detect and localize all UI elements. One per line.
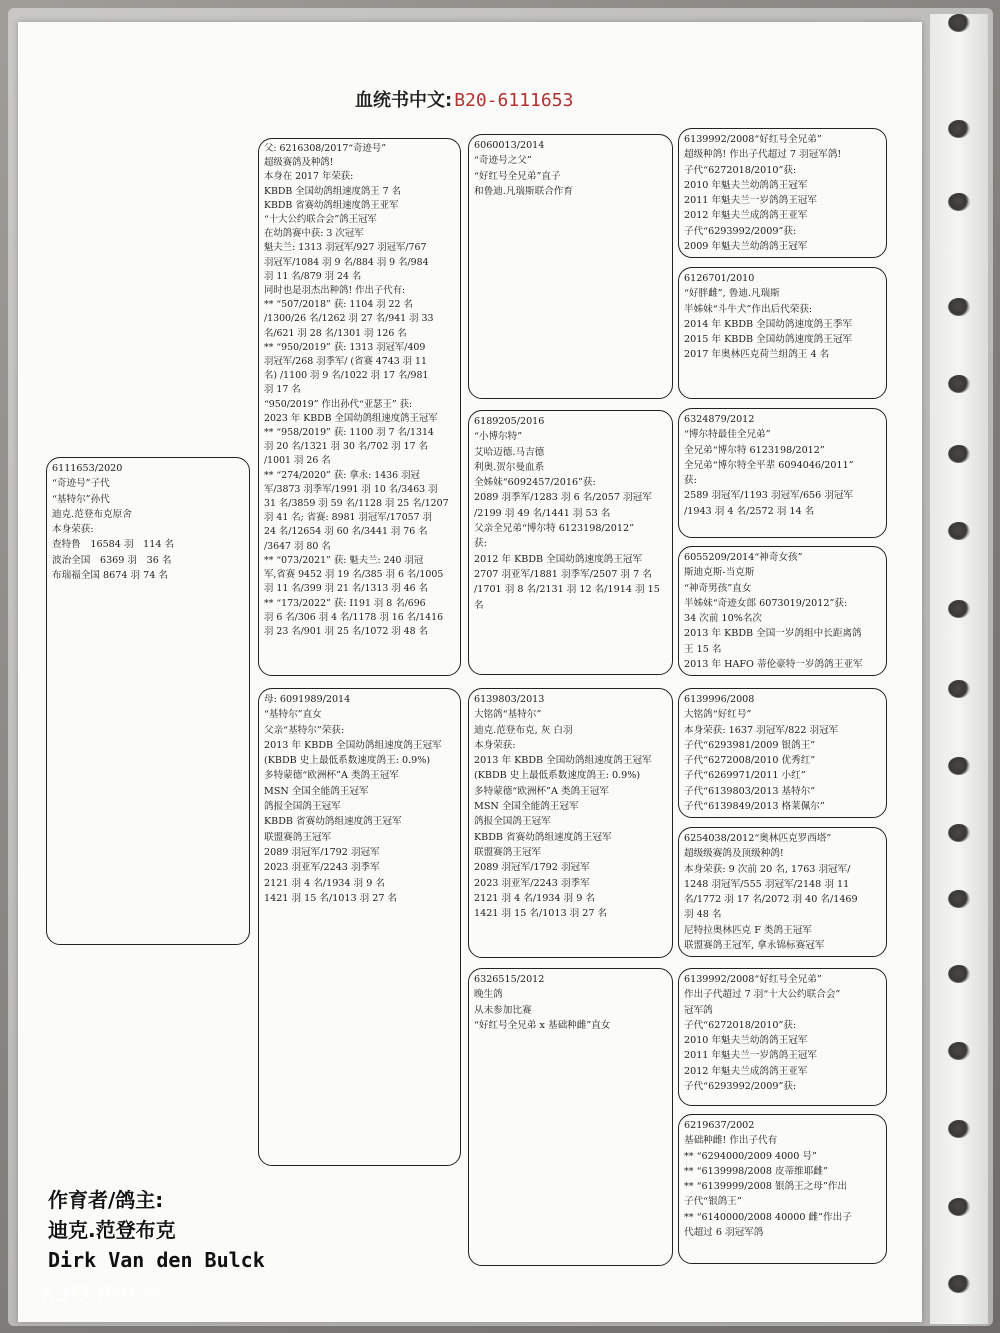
card-line: /1701 羽 8 名/2131 羽 12 名/1914 羽 15 bbox=[474, 584, 660, 596]
binder-hole bbox=[948, 298, 970, 316]
card-line: 获: bbox=[474, 538, 487, 550]
sss-card bbox=[678, 128, 887, 258]
card-line: 母: 6091989/2014 bbox=[264, 694, 351, 705]
card-line: 斯迪克斯-当克斯 bbox=[684, 567, 755, 579]
card-line: 6139996/2008 bbox=[684, 694, 755, 705]
card-line: 从未参加比赛 bbox=[474, 1004, 532, 1016]
binder-hole bbox=[948, 600, 970, 618]
card-line: 同时也是羽杰出种鸽! 作出子代有: bbox=[264, 285, 406, 297]
card-line: ** “274/2020” 获: 拿永: 1436 羽冠 bbox=[264, 469, 420, 481]
card-line: 联盟赛鸽王冠军 bbox=[474, 846, 542, 858]
card-line: 全姊妹“6092457/2016”获: bbox=[474, 477, 596, 489]
card-line: KBDB 省赛幼鸽组速度鸽王亚军 bbox=[264, 199, 399, 211]
card-line: 联盟赛鸽王冠军, 拿永锦标赛冠军 bbox=[684, 940, 825, 952]
card-line: 作出子代超过 7 羽“十大公约联合会” bbox=[684, 989, 841, 1001]
card-line: 34 次前 10%名次 bbox=[684, 613, 763, 625]
card-line: 本身荣获: 1637 羽冠军/822 羽冠军 bbox=[684, 724, 839, 736]
card-line: 尼特拉奥林匹克 F 类鸽王冠军 bbox=[684, 924, 812, 936]
dam-card bbox=[258, 688, 461, 1166]
card-line: 子代“6272018/2010”获: bbox=[684, 164, 797, 176]
card-line: 多特蒙德“欧洲杯”A 类鸽王冠军 bbox=[264, 770, 399, 782]
binder-hole bbox=[948, 1275, 970, 1293]
card-line: ** “073/2021” 获: 魁夫兰: 240 羽冠 bbox=[264, 554, 424, 566]
card-line: 羽 6 名/306 羽 4 名/1178 羽 16 名/1416 bbox=[264, 611, 444, 623]
card-line: 6326515/2012 bbox=[474, 974, 545, 985]
card-line: 全兄弟“博尔特 6123198/2012” bbox=[684, 444, 825, 456]
binder-hole bbox=[948, 14, 970, 32]
binder-hole bbox=[948, 120, 970, 138]
card-line: 全兄弟“博尔特全平辈 6094046/2011” bbox=[684, 459, 854, 471]
card-line: 2012 年 KBDB 全国幼鸽速度鸽王冠军 bbox=[474, 553, 643, 565]
card-line: 父亲“基特尔”荣获: bbox=[264, 724, 345, 736]
card-line: 31 名/3859 羽 59 名/1128 羽 25 名/1207 bbox=[264, 498, 449, 510]
card-line: 羽 11 名/879 羽 24 名 bbox=[264, 270, 362, 282]
card-line: “好红号全兄弟”直子 bbox=[474, 170, 561, 182]
card-line: 2023 年 KBDB 全国幼鸽组速度鸽王冠军 bbox=[264, 412, 438, 424]
card-line: 1421 羽 15 名/1013 羽 27 名 bbox=[264, 892, 398, 904]
card-line: 6254038/2012“奥林匹克罗西塔” bbox=[684, 833, 832, 844]
card-line: “十大公约联合会”鸽王冠军 bbox=[264, 214, 377, 226]
binder-hole bbox=[948, 965, 970, 983]
card-line: 6219637/2002 bbox=[684, 1120, 755, 1131]
card-line: 2012 年魁夫兰成鸽鸽王亚军 bbox=[684, 210, 808, 222]
binder-hole bbox=[948, 445, 970, 463]
card-line: 查特鲁 16584 羽 114 名 bbox=[52, 539, 175, 551]
card-line: ** “6140000/2008 40000 雌”作出子 bbox=[684, 1211, 852, 1223]
sdd-card bbox=[678, 546, 887, 676]
card-line: /1943 羽 4 名/2572 羽 14 名 bbox=[684, 505, 815, 517]
card-line: 鸽报全国鸽王冠军 bbox=[264, 801, 341, 813]
card-line: MSN 全国全能鸽王冠军 bbox=[474, 801, 579, 813]
card-line: 2089 羽冠军/1792 羽冠军 bbox=[474, 862, 590, 874]
binder-hole bbox=[948, 1042, 970, 1060]
card-line: 2013 年 KBDB 全国幼鸽组速度鸽王冠军 bbox=[474, 755, 652, 767]
card-line: 2707 羽亚军/1881 羽季军/2507 羽 7 名 bbox=[474, 568, 652, 580]
card-line: 24 名/12654 羽 60 名/3441 羽 76 名 bbox=[264, 526, 428, 538]
card-line: 2089 羽季军/1283 羽 6 名/2057 羽冠军 bbox=[474, 492, 652, 504]
card-line: 魁夫兰: 1313 羽冠军/927 羽冠军/767 bbox=[264, 242, 427, 254]
card-line: “奇迹号之父” bbox=[474, 155, 532, 167]
card-line: 冠军鸽 bbox=[684, 1004, 713, 1016]
page-title bbox=[355, 86, 573, 112]
card-line: 利奥.贺尔曼血系 bbox=[474, 461, 545, 473]
card-line: 鸽报全国鸽王冠军 bbox=[474, 816, 551, 828]
card-line: 子代“6293992/2009”获: bbox=[684, 225, 797, 237]
card-line: KBDB 全国幼鸽组速度鸽王 7 名 bbox=[264, 185, 401, 197]
card-line: (KBDB 史上最低系数速度鸽王: 0.9%) bbox=[264, 755, 431, 767]
card-line: “奇迹号”子代 bbox=[52, 478, 110, 490]
card-line: 子代“6272018/2010”获: bbox=[684, 1019, 797, 1031]
camera-watermark bbox=[40, 1282, 164, 1307]
card-line: /1001 羽 26 名 bbox=[264, 455, 331, 467]
binder-hole bbox=[948, 680, 970, 698]
binder-hole bbox=[948, 1120, 970, 1138]
card-line: 子代“6139803/2013 基特尔” bbox=[684, 785, 816, 797]
card-line: 羽 23 名/901 羽 25 名/1072 羽 48 名 bbox=[264, 625, 428, 637]
binder-hole bbox=[948, 890, 970, 908]
binder-hole bbox=[948, 1198, 970, 1216]
card-line: 名/1772 羽 17 名/2072 羽 40 名/1469 bbox=[684, 894, 858, 906]
card-line: ** “958/2019” 获: 1100 羽 7 名/1314 bbox=[264, 427, 434, 439]
card-line: 羽 17 名 bbox=[264, 384, 301, 396]
card-line: 2013 年 KBDB 全国一岁鸽组中长距离鸽 bbox=[684, 628, 862, 640]
dsd-card bbox=[678, 827, 887, 957]
card-line: 半姊妹“斗牛犬”作出后代荣获: bbox=[684, 303, 813, 315]
card-line: 在幼鸽赛中获: 3 次冠军 bbox=[264, 228, 364, 240]
card-line: 6189205/2016 bbox=[474, 416, 545, 427]
card-line: 多特蒙德“欧洲杯”A 类鸽王冠军 bbox=[474, 785, 609, 797]
sire-card bbox=[258, 138, 461, 676]
card-line: 6139992/2008“好红号全兄弟” bbox=[684, 134, 822, 145]
pigeon-card bbox=[46, 457, 250, 945]
card-line: 晚生鸽 bbox=[474, 989, 503, 1001]
card-line: 父: 6216308/2017“奇迹号” bbox=[264, 143, 386, 154]
card-line: 2017 年奥林匹克荷兰组鸽王 4 名 bbox=[684, 349, 830, 361]
card-line: MSN 全国全能鸽王冠军 bbox=[264, 785, 369, 797]
card-line: 艾哈迈德.马吉德 bbox=[474, 446, 545, 458]
title-label: 血统书中文: bbox=[355, 90, 453, 111]
card-line: 子代“6139849/2013 格莱佩尔” bbox=[684, 801, 825, 813]
card-line: 6126701/2010 bbox=[684, 273, 755, 284]
breeder-name-en: Dirk Van den Bulck bbox=[48, 1248, 265, 1272]
breeder-label: 作育者/鸽主: bbox=[48, 1188, 164, 1212]
card-line: “博尔特最佳全兄弟” bbox=[684, 429, 771, 441]
card-line: 2010 年魁夫兰幼鸽鸽王冠军 bbox=[684, 1035, 808, 1047]
sire-sire-card bbox=[468, 134, 673, 399]
card-line: /3647 羽 80 名 bbox=[264, 540, 331, 552]
card-line: “基特尔”直女 bbox=[264, 709, 322, 721]
card-line: 6111653/2020 bbox=[52, 463, 123, 474]
card-line: (KBDB 史上最低系数速度鸽王: 0.9%) bbox=[474, 770, 641, 782]
card-line: 军/3873 羽季军/1991 羽 10 名/3463 羽 bbox=[264, 483, 438, 495]
card-line: 父亲全兄弟“博尔特 6123198/2012” bbox=[474, 523, 634, 535]
card-line: 超级级赛鸽及顶级种鸽! bbox=[684, 848, 784, 860]
card-line: ** “6139998/2008 皮蒂维耶雌” bbox=[684, 1165, 828, 1177]
ddd-card bbox=[678, 1114, 887, 1264]
card-line: 军,省赛 9452 羽 19 名/385 羽 6 名/1005 bbox=[264, 569, 444, 581]
dds-card bbox=[678, 968, 887, 1106]
card-line: KBDB 省赛幼鸽组速度鸽王冠军 bbox=[474, 831, 612, 843]
card-line: 2023 羽亚军/2243 羽季军 bbox=[264, 862, 380, 874]
card-line: 6060013/2014 bbox=[474, 140, 545, 151]
card-line: 羽 20 名/1321 羽 30 名/702 羽 17 名 bbox=[264, 441, 428, 453]
card-line: 超级种鸽! 作出子代超过 7 羽冠军鸽! bbox=[684, 149, 842, 161]
binder-hole bbox=[948, 522, 970, 540]
card-line: 2011 年魁夫兰一岁鸽鸽王冠军 bbox=[684, 1050, 817, 1062]
card-line: 王 15 名 bbox=[684, 643, 722, 655]
card-line: “基特尔”孙代 bbox=[52, 493, 110, 505]
card-line: 本身荣获: 9 次前 20 名, 1763 羽冠军/ bbox=[684, 863, 851, 875]
watermark-text: X3O Pro bbox=[40, 1282, 136, 1307]
card-line: 联盟赛鸽王冠军 bbox=[264, 831, 332, 843]
binder-hole bbox=[948, 824, 970, 842]
card-line: 代超过 6 羽冠军鸽 bbox=[684, 1227, 764, 1239]
card-line: 2011 年魁夫兰一岁鸽鸽王冠军 bbox=[684, 195, 817, 207]
card-line: “好红号全兄弟 x 基础种雌”直女 bbox=[474, 1019, 611, 1031]
card-line: 2013 年 KBDB 全国幼鸽组速度鸽王冠军 bbox=[264, 739, 442, 751]
card-line: 羽冠军/1084 羽 9 名/884 羽 9 名/984 bbox=[264, 256, 429, 268]
card-line: 超级赛鸽及种鸽! bbox=[264, 157, 334, 169]
card-line: 2014 年 KBDB 全国幼鸽速度鸽王季军 bbox=[684, 318, 853, 330]
card-line: 布瑞福全国 8674 羽 74 名 bbox=[52, 570, 168, 582]
card-line: 羽 48 名 bbox=[684, 909, 722, 921]
card-line: 2010 年魁夫兰幼鸽鸽王冠军 bbox=[684, 179, 808, 191]
dam-sire-card bbox=[468, 688, 673, 958]
card-line: 2009 年魁夫兰幼鸽鸽王冠军 bbox=[684, 241, 808, 253]
card-line: 2015 年 KBDB 全国幼鸽速度鸽王冠军 bbox=[684, 334, 853, 346]
card-line: 6324879/2012 bbox=[684, 414, 755, 425]
card-line: 羽 41 名; 省赛: 8981 羽冠军/17057 羽 bbox=[264, 512, 432, 524]
card-line: 羽冠军/268 羽季军/ (省赛 4743 羽 11 bbox=[264, 356, 427, 368]
card-line: 大铭鸽“基特尔” bbox=[474, 709, 542, 721]
card-line: ** “950/2019” 获: 1313 羽冠军/409 bbox=[264, 341, 426, 353]
binder-hole bbox=[948, 375, 970, 393]
card-line: “好胖雌”, 鲁迪.凡瑞斯 bbox=[684, 288, 780, 300]
card-line: /1300/26 名/1262 羽 27 名/941 羽 33 bbox=[264, 313, 434, 325]
ring-number: B20-6111653 bbox=[454, 90, 574, 111]
card-line: 本身荣获: bbox=[474, 739, 516, 751]
card-line: KBDB 省赛幼鸽组速度鸽王冠军 bbox=[264, 816, 402, 828]
card-line: 名/621 羽 28 名/1301 羽 126 名 bbox=[264, 327, 407, 339]
card-line: 基础种雌! 作出子代有 bbox=[684, 1135, 778, 1147]
dss-card bbox=[678, 688, 887, 818]
binder-hole bbox=[948, 757, 970, 775]
card-line: 子代“6293981/2009 银鸽王” bbox=[684, 739, 816, 751]
card-line: 子代“6269971/2011 小红” bbox=[684, 770, 806, 782]
card-line: 名) /1100 羽 9 名/1022 羽 17 名/981 bbox=[264, 370, 429, 382]
breeder-name-cn: 迪克.范登布克 bbox=[48, 1218, 176, 1242]
card-line: “神奇男孩”直女 bbox=[684, 582, 752, 594]
card-line: 子代“6293992/2009”获: bbox=[684, 1081, 797, 1093]
card-line: 大铭鸽“好红号” bbox=[684, 709, 752, 721]
binder-hole bbox=[948, 193, 970, 211]
card-line: ** “6139999/2008 银鸽王之母”作出 bbox=[684, 1181, 848, 1193]
card-line: “小博尔特” bbox=[474, 431, 523, 443]
ssd-card bbox=[678, 267, 887, 399]
card-line: 2089 羽冠军/1792 羽冠军 bbox=[264, 846, 380, 858]
card-line: 1248 羽冠军/555 羽冠军/2148 羽 11 bbox=[684, 878, 850, 890]
card-line: “950/2019” 作出孙代“亚瑟王” 获: bbox=[264, 398, 413, 410]
card-line: 2013 年 HAFO 蒂伦豪特一岁鸽鸽王亚军 bbox=[684, 659, 863, 671]
breeder-block bbox=[48, 1185, 265, 1275]
card-line: 波治全国 6369 羽 36 名 bbox=[52, 554, 172, 566]
card-line: 1421 羽 15 名/1013 羽 27 名 bbox=[474, 908, 608, 920]
card-line: 羽 11 名/399 羽 21 名/1313 羽 46 名 bbox=[264, 583, 428, 595]
card-line: ** “173/2022” 获: I191 羽 8 名/696 bbox=[264, 597, 426, 609]
card-line: 名 bbox=[474, 599, 484, 611]
card-line: 半姊妹“奇迹女郎 6073019/2012”获: bbox=[684, 597, 848, 609]
card-line: 6055209/2014“神奇女孩” bbox=[684, 552, 803, 563]
card-line: 和鲁迪.凡瑞斯联合作育 bbox=[474, 185, 573, 197]
card-line: 迪克.范登布克, 灰 白羽 bbox=[474, 724, 573, 736]
card-line: 2023 羽亚军/2243 羽季军 bbox=[474, 877, 590, 889]
sds-card bbox=[678, 408, 887, 538]
card-line: 6139992/2008“好红号全兄弟” bbox=[684, 974, 822, 985]
card-line: ** “6294000/2009 4000 号” bbox=[684, 1150, 817, 1162]
dam-dam-card bbox=[468, 968, 673, 1266]
card-line: 本身荣获: bbox=[52, 524, 94, 536]
watermark-badge: 5G bbox=[141, 1289, 164, 1301]
card-line: 2589 羽冠军/1193 羽冠军/656 羽冠军 bbox=[684, 490, 854, 502]
card-line: 子代“银鸽王” bbox=[684, 1196, 742, 1208]
card-line: 6139803/2013 bbox=[474, 694, 545, 705]
card-line: 本身在 2017 年荣获: bbox=[264, 171, 354, 183]
card-line: 迪克.范登布克原舍 bbox=[52, 508, 132, 520]
card-line: 2121 羽 4 名/1934 羽 9 名 bbox=[474, 892, 595, 904]
card-line: ** “507/2018” 获: 1104 羽 22 名 bbox=[264, 299, 413, 311]
card-line: 2121 羽 4 名/1934 羽 9 名 bbox=[264, 877, 385, 889]
card-line: /2199 羽 49 名/1441 羽 53 名 bbox=[474, 507, 611, 519]
sire-dam-card bbox=[468, 410, 673, 675]
card-line: 获: bbox=[684, 475, 697, 487]
card-line: 2012 年魁夫兰成鸽鸽王亚军 bbox=[684, 1065, 808, 1077]
card-line: 子代“6272008/2010 优秀红” bbox=[684, 755, 816, 767]
